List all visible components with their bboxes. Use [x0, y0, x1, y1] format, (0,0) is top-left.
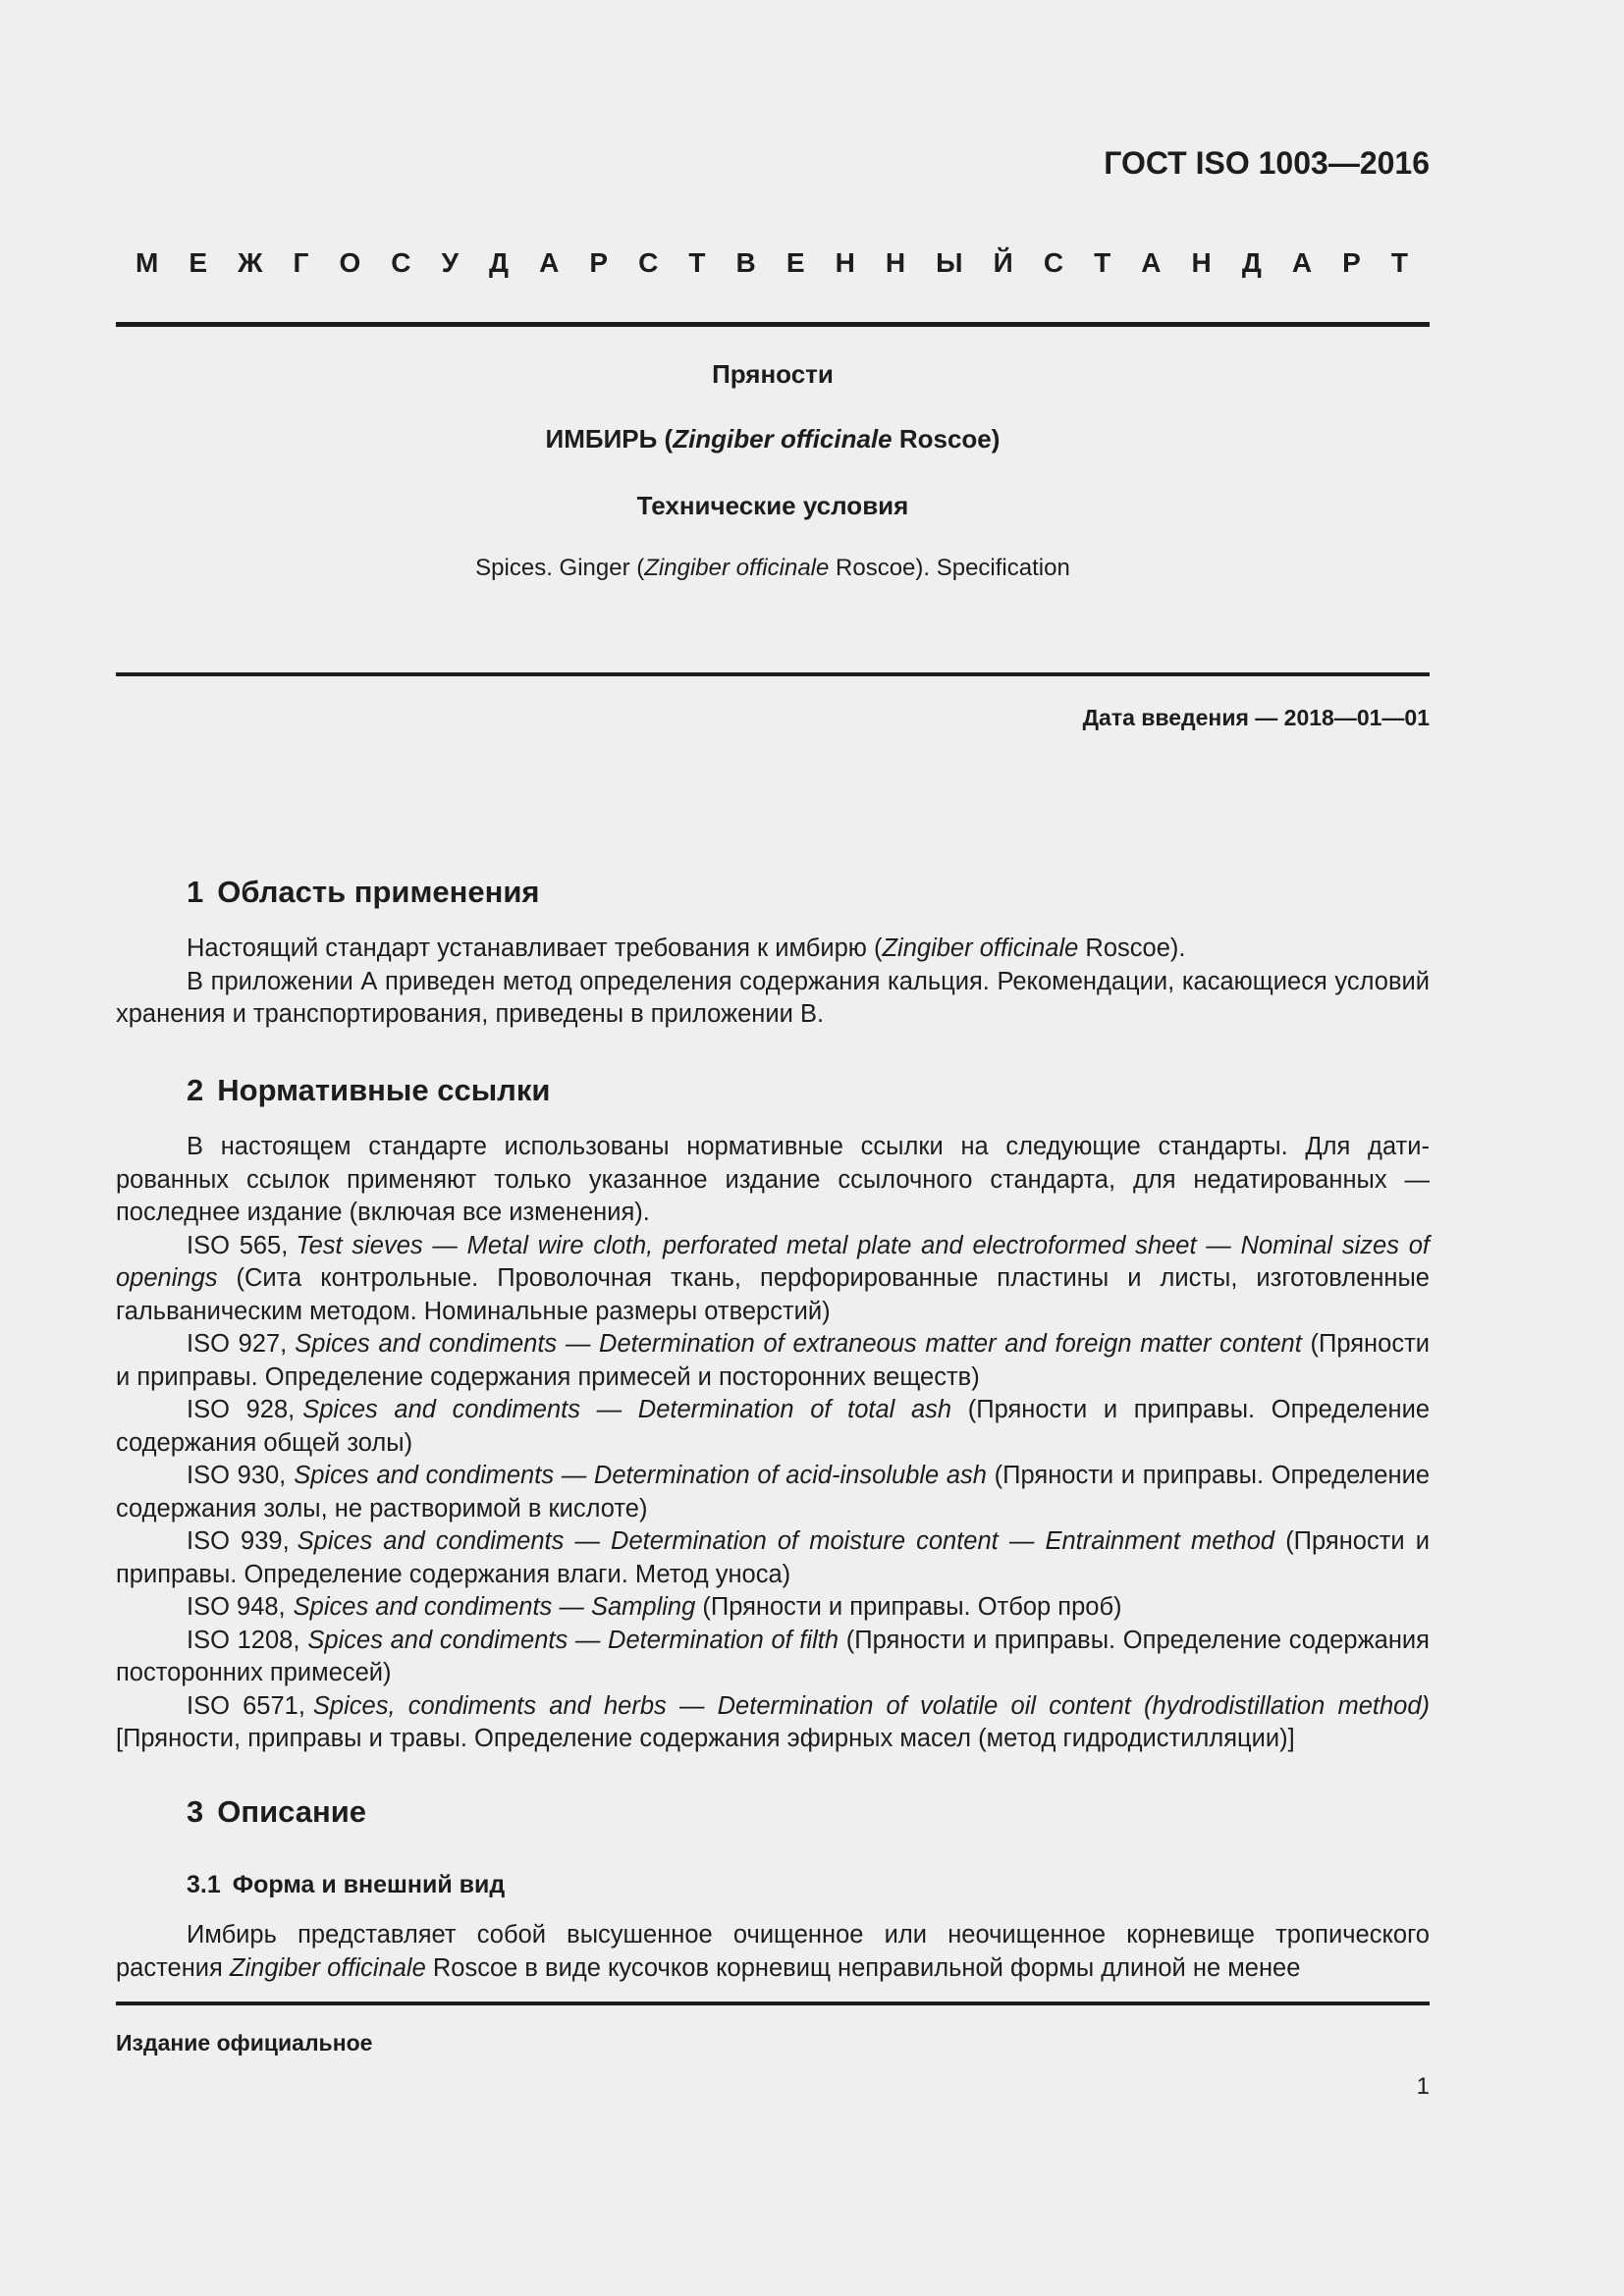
section-1-heading: [116, 875, 1430, 910]
reference-code: ISO 1208,: [187, 1626, 300, 1654]
official-edition-label: Издание официальное: [116, 2030, 373, 2056]
reference-item: [116, 1230, 1430, 1329]
reference-title: Spices and condiments — Determination of extraneous matter and foreign matter content: [295, 1330, 1302, 1358]
reference-code: ISO 565,: [187, 1231, 289, 1259]
section-2-body: [116, 1131, 1430, 1756]
english-title: [116, 555, 1430, 582]
section-1-paragraph: [116, 933, 1430, 966]
title-ginger-prefix: ИМБИРЬ (: [545, 424, 674, 454]
reference-translation: (Пряности и приправы. Отбор проб): [695, 1593, 1122, 1621]
reference-title: Spices and condiments — Determination of moisture content — Entrainment method: [297, 1527, 1275, 1555]
reference-item: [116, 1525, 1430, 1591]
section-3-p1-suffix: Roscoe в виде кусочков корневищ неправильной формы длиной не менее: [425, 1953, 1301, 1982]
reference-title: Spices and condiments — Determination of filth: [307, 1626, 839, 1654]
standard-type-heading: М Е Ж Г О С У Д А Р С Т В Е Н Н Ы Й С Т А Н Д А Р Т: [135, 247, 1410, 278]
title-technical-conditions: Технические условия: [636, 491, 909, 520]
subsection-3-1-heading: [116, 1871, 1430, 1899]
section-3-p1-latin: Zingiber officinale: [229, 1953, 426, 1982]
english-title-latin: Zingiber officinale: [644, 555, 830, 581]
reference-title: Spices and condiments — Determination of acid-insoluble ash: [294, 1462, 987, 1489]
reference-item: [116, 1328, 1430, 1394]
english-title-prefix: Spices. Ginger (: [475, 555, 645, 581]
document-page: [116, 0, 1430, 2296]
section-1-number: 1: [187, 875, 204, 909]
subsection-3-1-title: Форма и внешний вид: [232, 1871, 506, 1898]
reference-translation: (Пряности и приправы. Определение содержания посторонних примесей): [116, 1626, 1430, 1686]
introduction-date: Дата введения — 2018—01—01: [1082, 705, 1430, 730]
title-spices: Пряности: [712, 359, 834, 389]
reference-title: Spices, condiments and herbs — Determination of volatile oil content (hydrodistillation method): [312, 1691, 1430, 1720]
section-1-paragraph: В приложении А приведен метод определения содержания кальция. Рекомендации, касающиеся условий хранения и транспортирования, приведены в приложении В.: [116, 967, 1430, 1028]
title-ginger-suffix: Roscoe): [892, 424, 1001, 454]
section-1-body: [116, 933, 1430, 1032]
reference-item: [116, 1394, 1430, 1460]
title-bottom-divider: [116, 672, 1430, 676]
section-2-title: Нормативные ссылки: [217, 1073, 551, 1107]
reference-code: ISO 948,: [187, 1593, 286, 1621]
title-ginger-latin: Zingiber officinale: [673, 424, 893, 454]
section-2-intro: В настоящем стандарте использованы нормативные ссылки на следующие стандарты. Для датированных ссылок применяют только указанное издание ссылочного стандарта, для недатированных — последнее издание (включая все изменения).: [116, 1133, 1430, 1226]
subsection-3-1-number: 3.1: [187, 1871, 221, 1898]
reference-code: ISO 6571,: [187, 1691, 305, 1720]
reference-item: [116, 1690, 1430, 1756]
section-3-p1-prefix: Имбирь представляет собой высушенное очищенное или неочищенное корневище тропического растения: [116, 1921, 1430, 1982]
section-1-p1-prefix: Настоящий стандарт устанавливает требования к имбирю (: [187, 934, 883, 962]
footer-divider: [116, 2002, 1430, 2005]
reference-code: ISO 928,: [187, 1396, 296, 1423]
section-3-heading: [116, 1794, 1430, 1830]
section-1-p1-latin: Zingiber officinale: [882, 934, 1079, 962]
section-3-number: 3: [187, 1794, 204, 1829]
reference-code: ISO 939,: [187, 1527, 290, 1555]
reference-title: Spices and condiments — Determination of total ash: [302, 1396, 952, 1423]
reference-code: ISO 927,: [187, 1330, 288, 1358]
title-ginger: [116, 424, 1430, 454]
section-3-paragraph: [116, 1919, 1430, 1985]
section-1-p1-suffix: Roscoe).: [1078, 934, 1186, 962]
reference-title: Spices and condiments — Sampling: [293, 1593, 696, 1621]
english-title-suffix: Roscoe). Specification: [829, 555, 1070, 581]
reference-item: [116, 1460, 1430, 1525]
section-3-title: Описание: [217, 1794, 367, 1829]
section-1-title: Область применения: [217, 875, 540, 909]
reference-item: [116, 1591, 1430, 1625]
reference-translation: (Пряности и приправы. Определение содержания примесей и посторонних веществ): [116, 1330, 1430, 1391]
top-divider: [116, 322, 1430, 327]
reference-item: [116, 1625, 1430, 1690]
reference-translation: (Пряности и приправы. Определение содержания общей золы): [116, 1396, 1430, 1457]
reference-code: ISO 930,: [187, 1462, 287, 1489]
reference-translation: (Пряности и приправы. Определение содержания золы, не растворимой в кислоте): [116, 1462, 1430, 1522]
section-2-heading: [116, 1073, 1430, 1108]
reference-translation: (Пряности и приправы. Определение содержания влаги. Метод уноса): [116, 1527, 1430, 1588]
reference-title: Test sieves — Metal wire cloth, perforated metal plate and electroformed sheet — Nominal sizes of openings: [116, 1231, 1430, 1292]
section-2-number: 2: [187, 1073, 204, 1107]
page-number: 1: [1416, 2073, 1430, 2100]
reference-translation: [Пряности, приправы и травы. Определение содержания эфирных масел (метод гидродистилляции)]: [116, 1725, 1295, 1752]
standard-designation: ГОСТ ISO 1003—2016: [1104, 145, 1430, 181]
reference-translation: (Сита контрольные. Проволочная ткань, перфорированные пластины и листы, изготовленные гальваническим методом. Номинальные размеры отверстий): [116, 1264, 1430, 1325]
section-3-body: [116, 1919, 1430, 1985]
